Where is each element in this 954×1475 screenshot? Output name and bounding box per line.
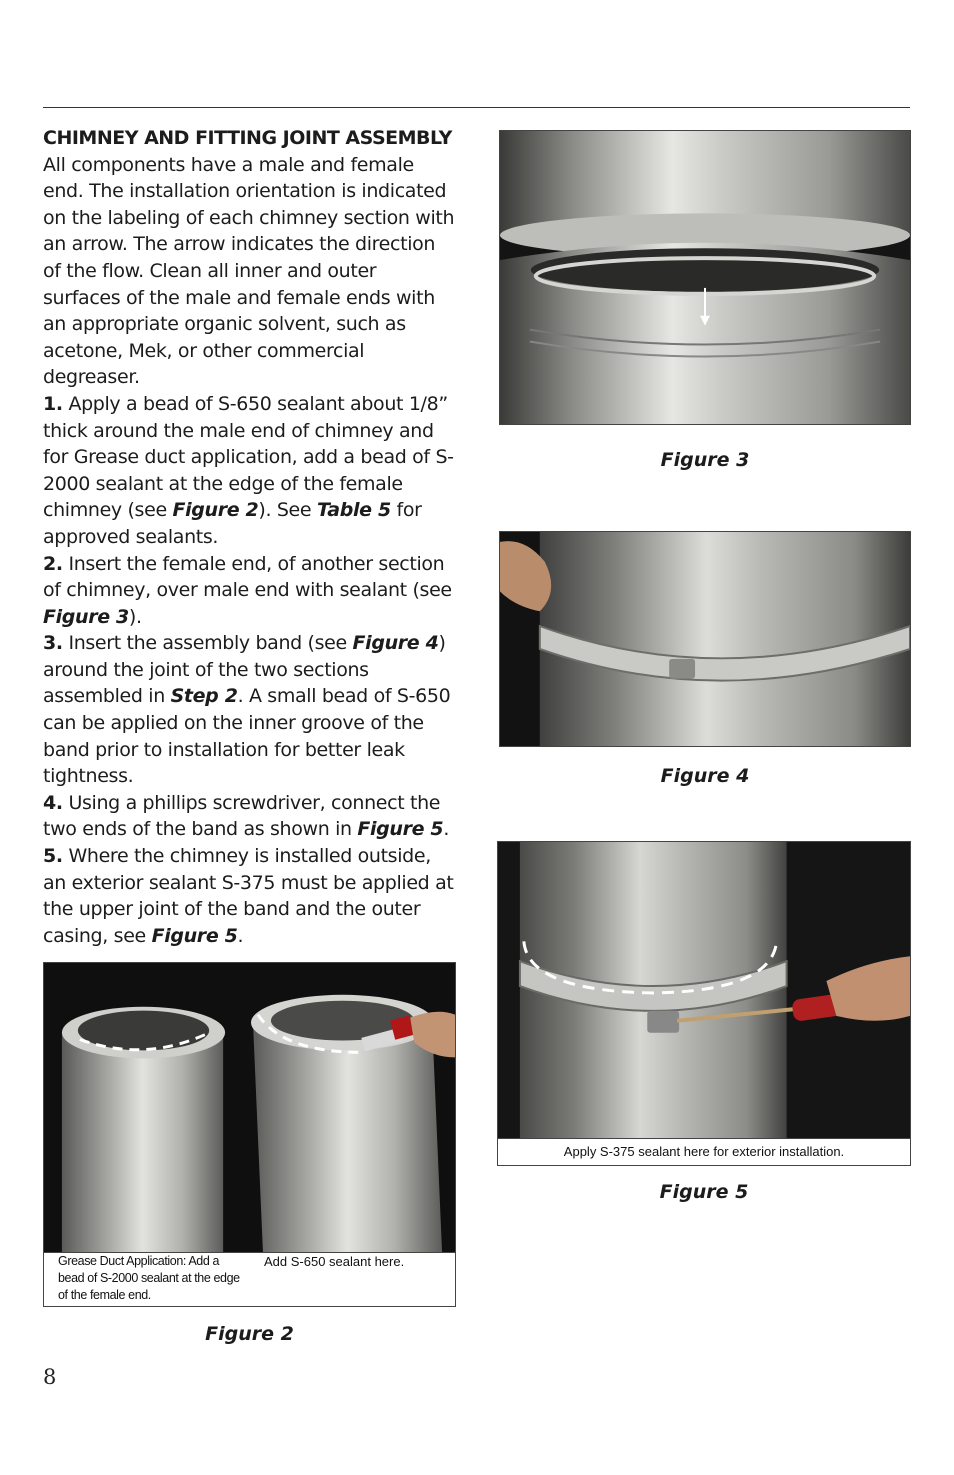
step-text: Insert the female end, of another section of chimney, over male end with sealant (see bbox=[43, 552, 452, 602]
table-reference: Table 5 bbox=[316, 499, 391, 522]
step-5 bbox=[43, 843, 458, 949]
step-number: 1. bbox=[43, 392, 63, 415]
figure-reference: Figure 5 bbox=[357, 818, 444, 841]
step-3 bbox=[43, 630, 458, 790]
figure-2-caption-right: Add S-650 sealant here. bbox=[264, 1254, 405, 1269]
figure-2-caption-left: Grease Duct Application: Add a bead of S-2000 sealant at the edge of the female end. bbox=[58, 1254, 240, 1302]
step-text: Where the chimney is installed outside, an exterior sealant S-375 must be applied at the upper joint of the band and the outer casing, see bbox=[43, 845, 454, 947]
step-text: Apply a bead of S-650 sealant about 1/8” thick around the male end of chimney and for Grease duct application, add a bead of S-2000 sealant at the edge of the female chimney (see bbox=[43, 392, 454, 522]
figure-5-label: Figure 5 bbox=[659, 1181, 749, 1203]
figure-5-photo bbox=[497, 841, 911, 1139]
step-text: ). bbox=[128, 605, 142, 628]
step-text: Using a phillips screwdriver, connect the two ends of the band as shown in bbox=[43, 791, 441, 841]
step-text: ). See bbox=[258, 499, 317, 522]
step-number: 4. bbox=[43, 791, 63, 814]
step-text: . bbox=[237, 924, 244, 947]
figure-5-caption-box bbox=[497, 1138, 911, 1166]
step-text: . A small bead of S-650 can be applied on the inner groove of the band prior to installation for better leak tightness. bbox=[43, 685, 451, 788]
step-4 bbox=[43, 790, 458, 843]
figure-2-caption-box bbox=[43, 1252, 456, 1307]
intro-paragraph: All components have a male and female end. The installation orientation is indicated on the labeling of each chimney section with an arrow. The arrow indicates the direction of the flow. Clean all inner and outer surfaces of the male and female ends with an appropriate organic solvent, such as acetone, Mek, or other commercial degreaser. bbox=[43, 153, 455, 389]
instructions-column bbox=[43, 125, 458, 949]
header-rule bbox=[43, 107, 910, 108]
step-text: Insert the assembly band (see bbox=[62, 632, 353, 655]
step-1 bbox=[43, 391, 458, 551]
step-number: 3. bbox=[43, 632, 63, 655]
step-text: for approved sealants. bbox=[43, 499, 422, 548]
step-text: . bbox=[443, 818, 450, 841]
figure-2-label: Figure 2 bbox=[205, 1323, 294, 1345]
figure-4-photo bbox=[499, 531, 911, 747]
figure-reference: Figure 2 bbox=[172, 499, 259, 522]
figure-2-photo bbox=[43, 962, 456, 1253]
figure-reference: Figure 3 bbox=[43, 605, 129, 628]
section-heading: CHIMNEY AND FITTING JOINT ASSEMBLY bbox=[43, 127, 452, 149]
figure-4-label: Figure 4 bbox=[660, 765, 750, 787]
step-number: 2. bbox=[43, 552, 63, 575]
step-number: 5. bbox=[43, 845, 63, 868]
figure-5-caption: Apply S-375 sealant here for exterior installation. bbox=[563, 1144, 845, 1159]
figure-3-label: Figure 3 bbox=[660, 449, 750, 471]
figure-reference: Figure 4 bbox=[352, 632, 439, 655]
step-reference: Step 2 bbox=[170, 685, 238, 708]
figure-3-photo bbox=[499, 130, 911, 425]
step-2 bbox=[43, 551, 458, 631]
step-text: ) around the joint of the two sections assembled in bbox=[43, 632, 446, 708]
page-number: 8 bbox=[43, 1365, 57, 1389]
figure-reference: Figure 5 bbox=[151, 924, 238, 947]
